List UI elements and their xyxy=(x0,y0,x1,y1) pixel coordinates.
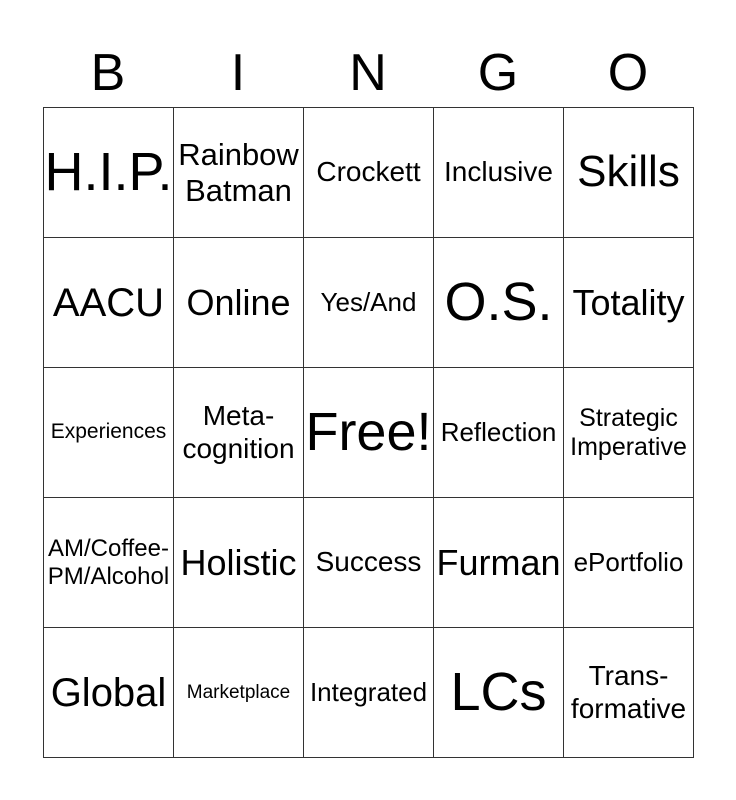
cell-text: Marketplace xyxy=(186,681,291,703)
bingo-cell[interactable] xyxy=(304,628,434,758)
cell-text: Holistic xyxy=(180,541,297,583)
cell-text: Skills xyxy=(577,147,680,197)
header-letter-g: G xyxy=(477,44,519,102)
bingo-cell[interactable] xyxy=(174,628,304,758)
cell-text: Furman xyxy=(436,541,561,583)
cell-text: Trans- formative xyxy=(570,660,687,724)
cell-text: Reflection xyxy=(440,416,557,447)
cell-text: Totality xyxy=(572,281,685,323)
cell-text: ePortfolio xyxy=(573,546,684,577)
bingo-cell[interactable] xyxy=(434,628,564,758)
cell-text: H.I.P. xyxy=(44,142,173,203)
bingo-cell[interactable] xyxy=(434,238,564,368)
cell-text: Online xyxy=(186,281,291,323)
bingo-cell[interactable] xyxy=(304,498,434,628)
cell-text: Meta- cognition xyxy=(182,400,295,464)
cell-text: LCs xyxy=(450,662,547,723)
bingo-cell[interactable] xyxy=(44,498,174,628)
cell-text: O.S. xyxy=(444,272,553,333)
free-space: Free! xyxy=(305,402,432,463)
bingo-cell[interactable] xyxy=(174,368,304,498)
bingo-cell[interactable] xyxy=(434,498,564,628)
cell-text: Strategic Imperative xyxy=(570,403,687,461)
cell-text: Global xyxy=(50,670,167,715)
bingo-cell[interactable] xyxy=(44,108,174,238)
cell-text: Yes/And xyxy=(320,286,417,317)
cell-text: Rainbow Batman xyxy=(178,136,299,208)
cell-text: Experiences xyxy=(50,420,167,444)
cell-text: Integrated xyxy=(309,676,428,707)
header-letter-b: B xyxy=(90,44,126,102)
bingo-cell[interactable] xyxy=(304,108,434,238)
bingo-cell[interactable] xyxy=(174,498,304,628)
bingo-cell[interactable] xyxy=(434,368,564,498)
bingo-cell[interactable] xyxy=(564,498,694,628)
bingo-cell[interactable] xyxy=(44,368,174,498)
bingo-header xyxy=(43,40,693,106)
cell-text: Success xyxy=(315,546,422,578)
header-letter-o: O xyxy=(607,44,649,102)
bingo-board xyxy=(43,107,694,758)
bingo-cell[interactable] xyxy=(564,108,694,238)
header-letter-n: N xyxy=(349,44,387,102)
header-letter-i: I xyxy=(230,44,246,102)
bingo-cell[interactable] xyxy=(564,628,694,758)
bingo-cell[interactable] xyxy=(434,108,564,238)
cell-text: AACU xyxy=(52,280,165,325)
bingo-cell[interactable] xyxy=(174,238,304,368)
bingo-cell[interactable] xyxy=(564,238,694,368)
bingo-cell[interactable] xyxy=(174,108,304,238)
cell-text: AM/Coffee- PM/Alcohol xyxy=(47,534,170,590)
bingo-cell[interactable] xyxy=(564,368,694,498)
bingo-cell[interactable] xyxy=(44,238,174,368)
cell-text: Inclusive xyxy=(444,156,553,188)
cell-text: Crockett xyxy=(316,156,421,188)
bingo-cell[interactable] xyxy=(304,238,434,368)
bingo-cell[interactable] xyxy=(304,368,434,498)
bingo-cell[interactable] xyxy=(44,628,174,758)
